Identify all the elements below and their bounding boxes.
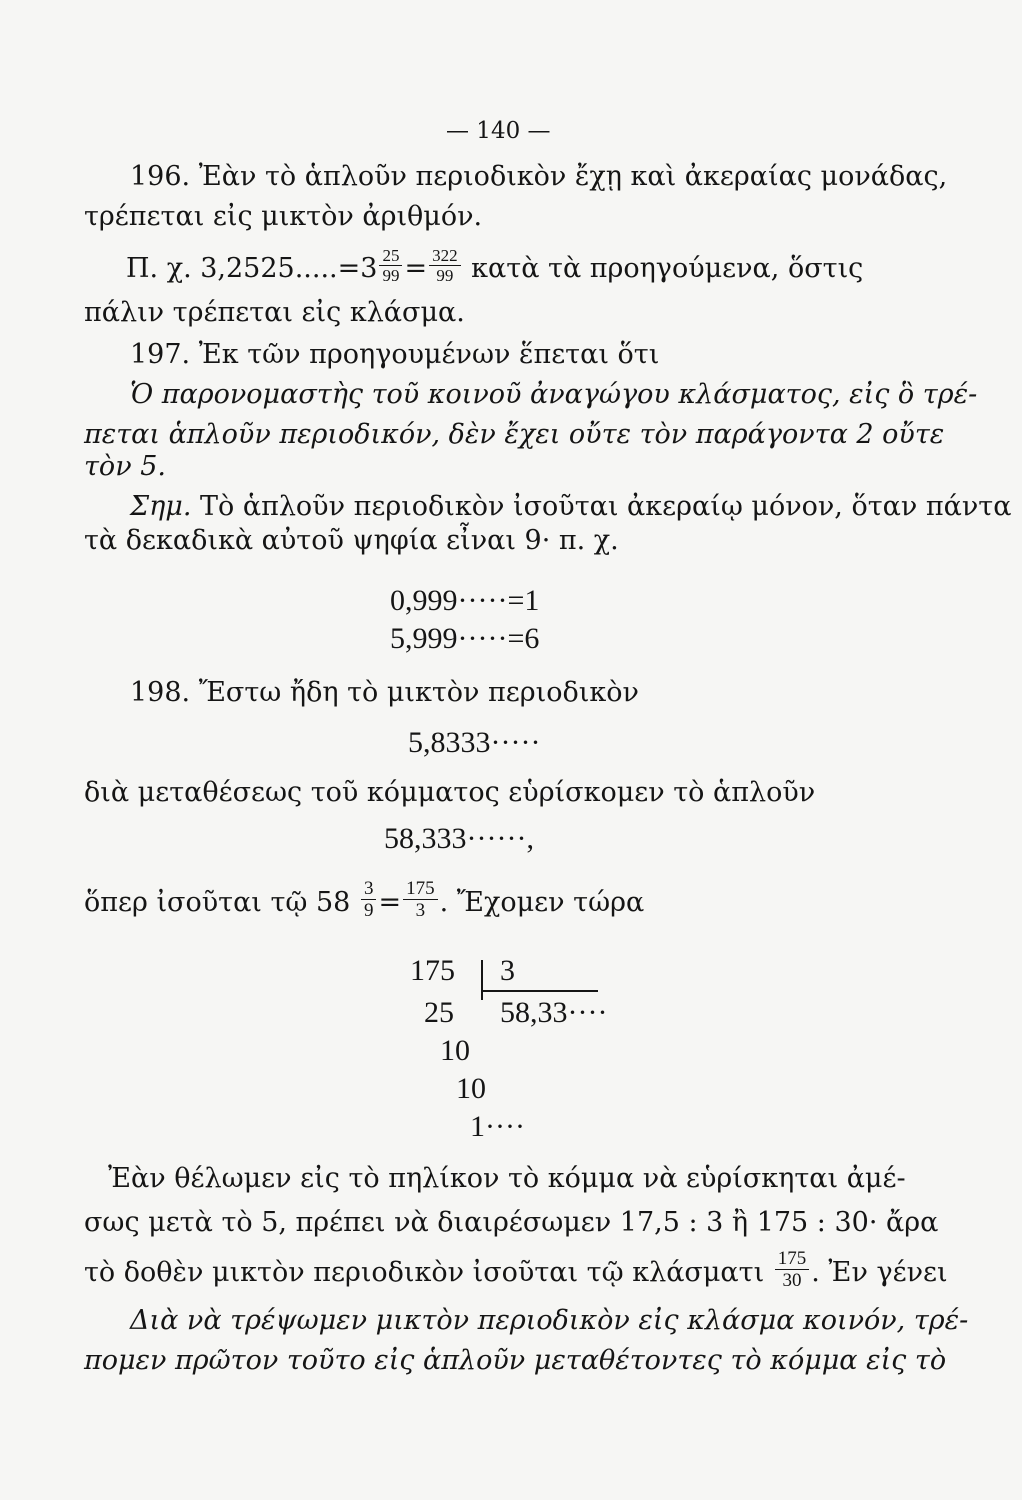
- division-quotient: 58,33····: [500, 996, 608, 1029]
- s198-line1: 198. Ἔστω ἤδη τὸ μικτὸν περιοδικὸν: [130, 677, 639, 708]
- s196-line4: πάλιν τρέπεται εἰς κλάσμα.: [84, 297, 465, 328]
- tail-rule-line1: Διὰ νὰ τρέψωμεν μικτὸν περιοδικὸν εἰς κλάσμα κοινόν, τρέ-: [130, 1305, 969, 1336]
- s196-line1: 196. Ἐὰν τὸ ἁπλοῦν περιοδικὸν ἔχῃ καὶ ἀκεραίας μονάδας,: [130, 161, 948, 192]
- fraction-denominator: 99: [429, 265, 461, 285]
- fraction-numerator: 3: [363, 878, 374, 899]
- s197-equation2: 5,999·····=6: [390, 622, 540, 655]
- equals-sign: =: [404, 253, 428, 284]
- tail-line3-suffix: . Ἐν γένει: [811, 1257, 948, 1288]
- s198-line3-prefix: ὅπερ ἰσοῦται τῷ 58: [84, 887, 351, 918]
- s196-example-prefix: Π. χ. 3,2525.....=3: [126, 253, 378, 284]
- division-remainder2: 10: [440, 1034, 470, 1067]
- division-bar-horizontal: [482, 990, 598, 992]
- s197-note-line2: τὰ δεκαδικὰ αὐτοῦ ψηφία εἶναι 9· π. χ.: [84, 525, 619, 556]
- fraction-numerator: 25: [382, 246, 400, 265]
- division-divisor: 3: [500, 954, 515, 987]
- note-label: Σημ.: [130, 491, 192, 522]
- division-bar-vertical: [481, 960, 483, 1000]
- note-text: Τὸ ἁπλοῦν περιοδικὸν ἰσοῦται ἀκεραίῳ μόνον, ὅταν πάντα: [191, 491, 1012, 522]
- fraction-denominator: 3: [403, 899, 438, 921]
- fraction-322-99: [429, 246, 461, 285]
- equals-sign: =: [378, 887, 402, 918]
- fraction-numerator: 322: [432, 246, 458, 265]
- fraction-denominator: 99: [379, 265, 402, 285]
- fraction-25-99: [379, 246, 402, 285]
- fraction-denominator: 30: [775, 1269, 810, 1291]
- s197-theorem-line2: πεται ἁπλοῦν περιοδικόν, δὲν ἔχει οὔτε τὸν παράγοντα 2 οὔτε: [84, 419, 945, 450]
- s197-note-line1: [130, 490, 1011, 524]
- s197-equation1: 0,999·····=1: [390, 584, 540, 617]
- s198-value1: 5,8333·····: [408, 726, 541, 759]
- tail-line3: [84, 1248, 948, 1295]
- division-remainder4: 1····: [470, 1110, 525, 1143]
- fraction-denominator: 9: [361, 899, 377, 921]
- s196-example: [126, 246, 864, 289]
- tail-line3-prefix: τὸ δοθὲν μικτὸν περιοδικὸν ἰσοῦται τῷ κλάσματι: [84, 1257, 765, 1288]
- fraction-numerator: 175: [777, 1248, 807, 1269]
- division-remainder3: 10: [456, 1072, 486, 1105]
- division-dividend: 175: [410, 954, 455, 987]
- tail-rule-line2: πομεν πρῶτον τοῦτο εἰς ἁπλοῦν μεταθέτοντες τὸ κόμμα εἰς τὸ: [84, 1345, 947, 1376]
- s197-theorem-line3: τὸν 5.: [84, 451, 166, 482]
- tail-line1: Ἐὰν θέλωμεν εἰς τὸ πηλίκον τὸ κόμμα νὰ εὑρίσκηται ἀμέ-: [108, 1163, 906, 1194]
- division-remainder1: 25: [424, 996, 454, 1029]
- s198-line3-suffix: . Ἔχομεν τώρα: [439, 887, 645, 918]
- fraction-175-30: [775, 1248, 810, 1291]
- tail-line2: σως μετὰ τὸ 5, πρέπει νὰ διαιρέσωμεν 17,5 : 3 ἢ 175 : 30· ἄρα: [84, 1207, 939, 1238]
- fraction-numerator: 175: [406, 878, 435, 899]
- fraction-3-9: [361, 878, 377, 921]
- fraction-175-3: [403, 878, 438, 921]
- page-number: — 140 —: [446, 118, 551, 144]
- s198-line3: [84, 878, 645, 925]
- s196-example-suffix: κατὰ τὰ προηγούμενα, ὅστις: [462, 253, 864, 284]
- s196-line2: τρέπεται εἰς μικτὸν ἀριθμόν.: [84, 201, 483, 232]
- s198-line2: διὰ μεταθέσεως τοῦ κόμματος εὑρίσκομεν τὸ ἁπλοῦν: [84, 777, 816, 808]
- s197-theorem-line1: Ὁ παρονομαστὴς τοῦ κοινοῦ ἀναγώγου κλάσματος, εἰς ὃ τρέ-: [130, 379, 978, 410]
- s198-value2: 58,333······,: [384, 822, 534, 855]
- s197-line1: 197. Ἐκ τῶν προηγουμένων ἕπεται ὅτι: [130, 339, 660, 370]
